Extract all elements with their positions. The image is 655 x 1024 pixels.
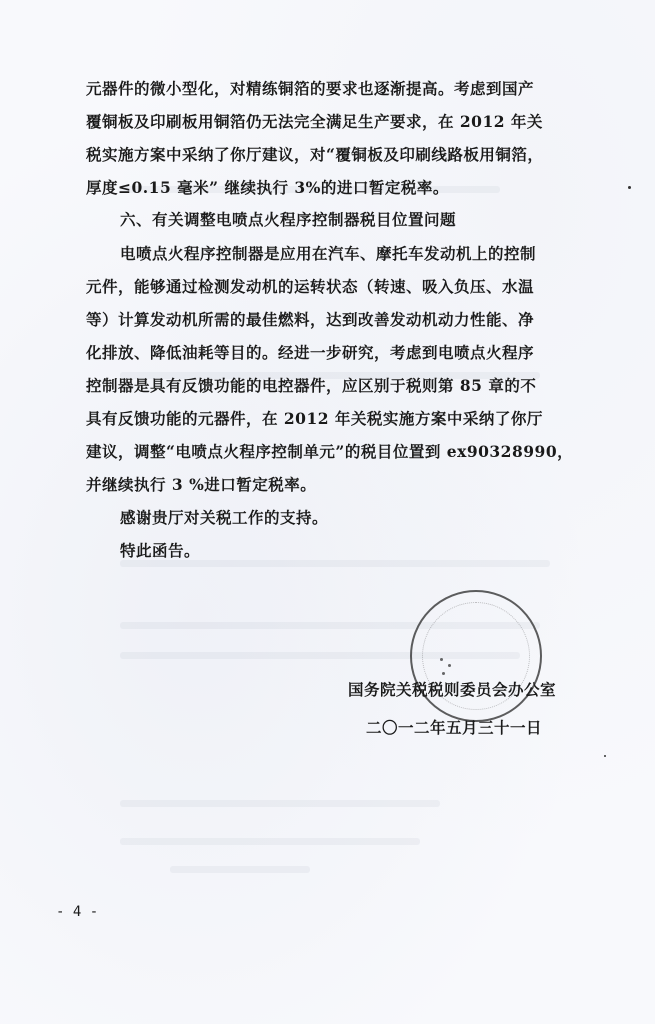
closing-line: 特此函告。: [120, 541, 201, 560]
official-seal: [410, 590, 542, 722]
text-line: 元件，能够通过检测发动机的运转状态（转速、吸入负压、水温: [86, 277, 535, 296]
text-line: 化排放、降低油耗等目的。经进一步研究，考虑到电喷点火程序: [86, 343, 535, 362]
bleed-through-mark: [120, 800, 440, 807]
seal-mark: [448, 664, 451, 667]
section-heading: 六、有关调整电喷点火程序控制器税目位置问题: [120, 211, 457, 229]
seal-mark: [440, 658, 443, 661]
bleed-through-mark: [120, 838, 420, 845]
text-line: 厚度≤0.15 毫米” 继续执行 3%的进口暂定税率。: [86, 178, 449, 197]
signer-name: 国务院关税税则委员会办公室: [348, 680, 557, 699]
text-line: 等）计算发动机所需的最佳燃料，达到改善发动机动力性能、净: [86, 310, 535, 329]
text-line: 电喷点火程序控制器是应用在汽车、摩托车发动机上的控制: [120, 244, 537, 263]
text-line: 覆铜板及印刷板用铜箔仍无法完全满足生产要求，在 2012 年关: [86, 112, 543, 131]
scan-speck: [628, 186, 631, 189]
signature-date: 二〇一二年五月三十一日: [366, 718, 543, 737]
text-line: 税实施方案中采纳了你厅建议，对“覆铜板及印刷线路板用铜箔，: [86, 145, 544, 164]
page-number: - 4 -: [56, 904, 99, 920]
text-line: 控制器是具有反馈功能的电控器件，应区别于税则第 85 章的不: [86, 376, 537, 395]
text-line: 并继续执行 3 %进口暂定税率。: [86, 475, 317, 494]
thanks-line: 感谢贵厅对关税工作的支持。: [120, 508, 329, 527]
seal-mark: [442, 672, 445, 675]
document-body: [86, 72, 576, 567]
scan-speck: [604, 755, 606, 757]
text-line: 元器件的微小型化，对精练铜箔的要求也逐渐提高。考虑到国产: [86, 79, 535, 98]
text-line: 建议，调整“电喷点火程序控制单元”的税目位置到 ex90328990，: [86, 442, 574, 461]
bleed-through-mark: [170, 866, 310, 873]
text-line: 具有反馈功能的元器件，在 2012 年关税实施方案中采纳了你厅: [86, 409, 543, 428]
